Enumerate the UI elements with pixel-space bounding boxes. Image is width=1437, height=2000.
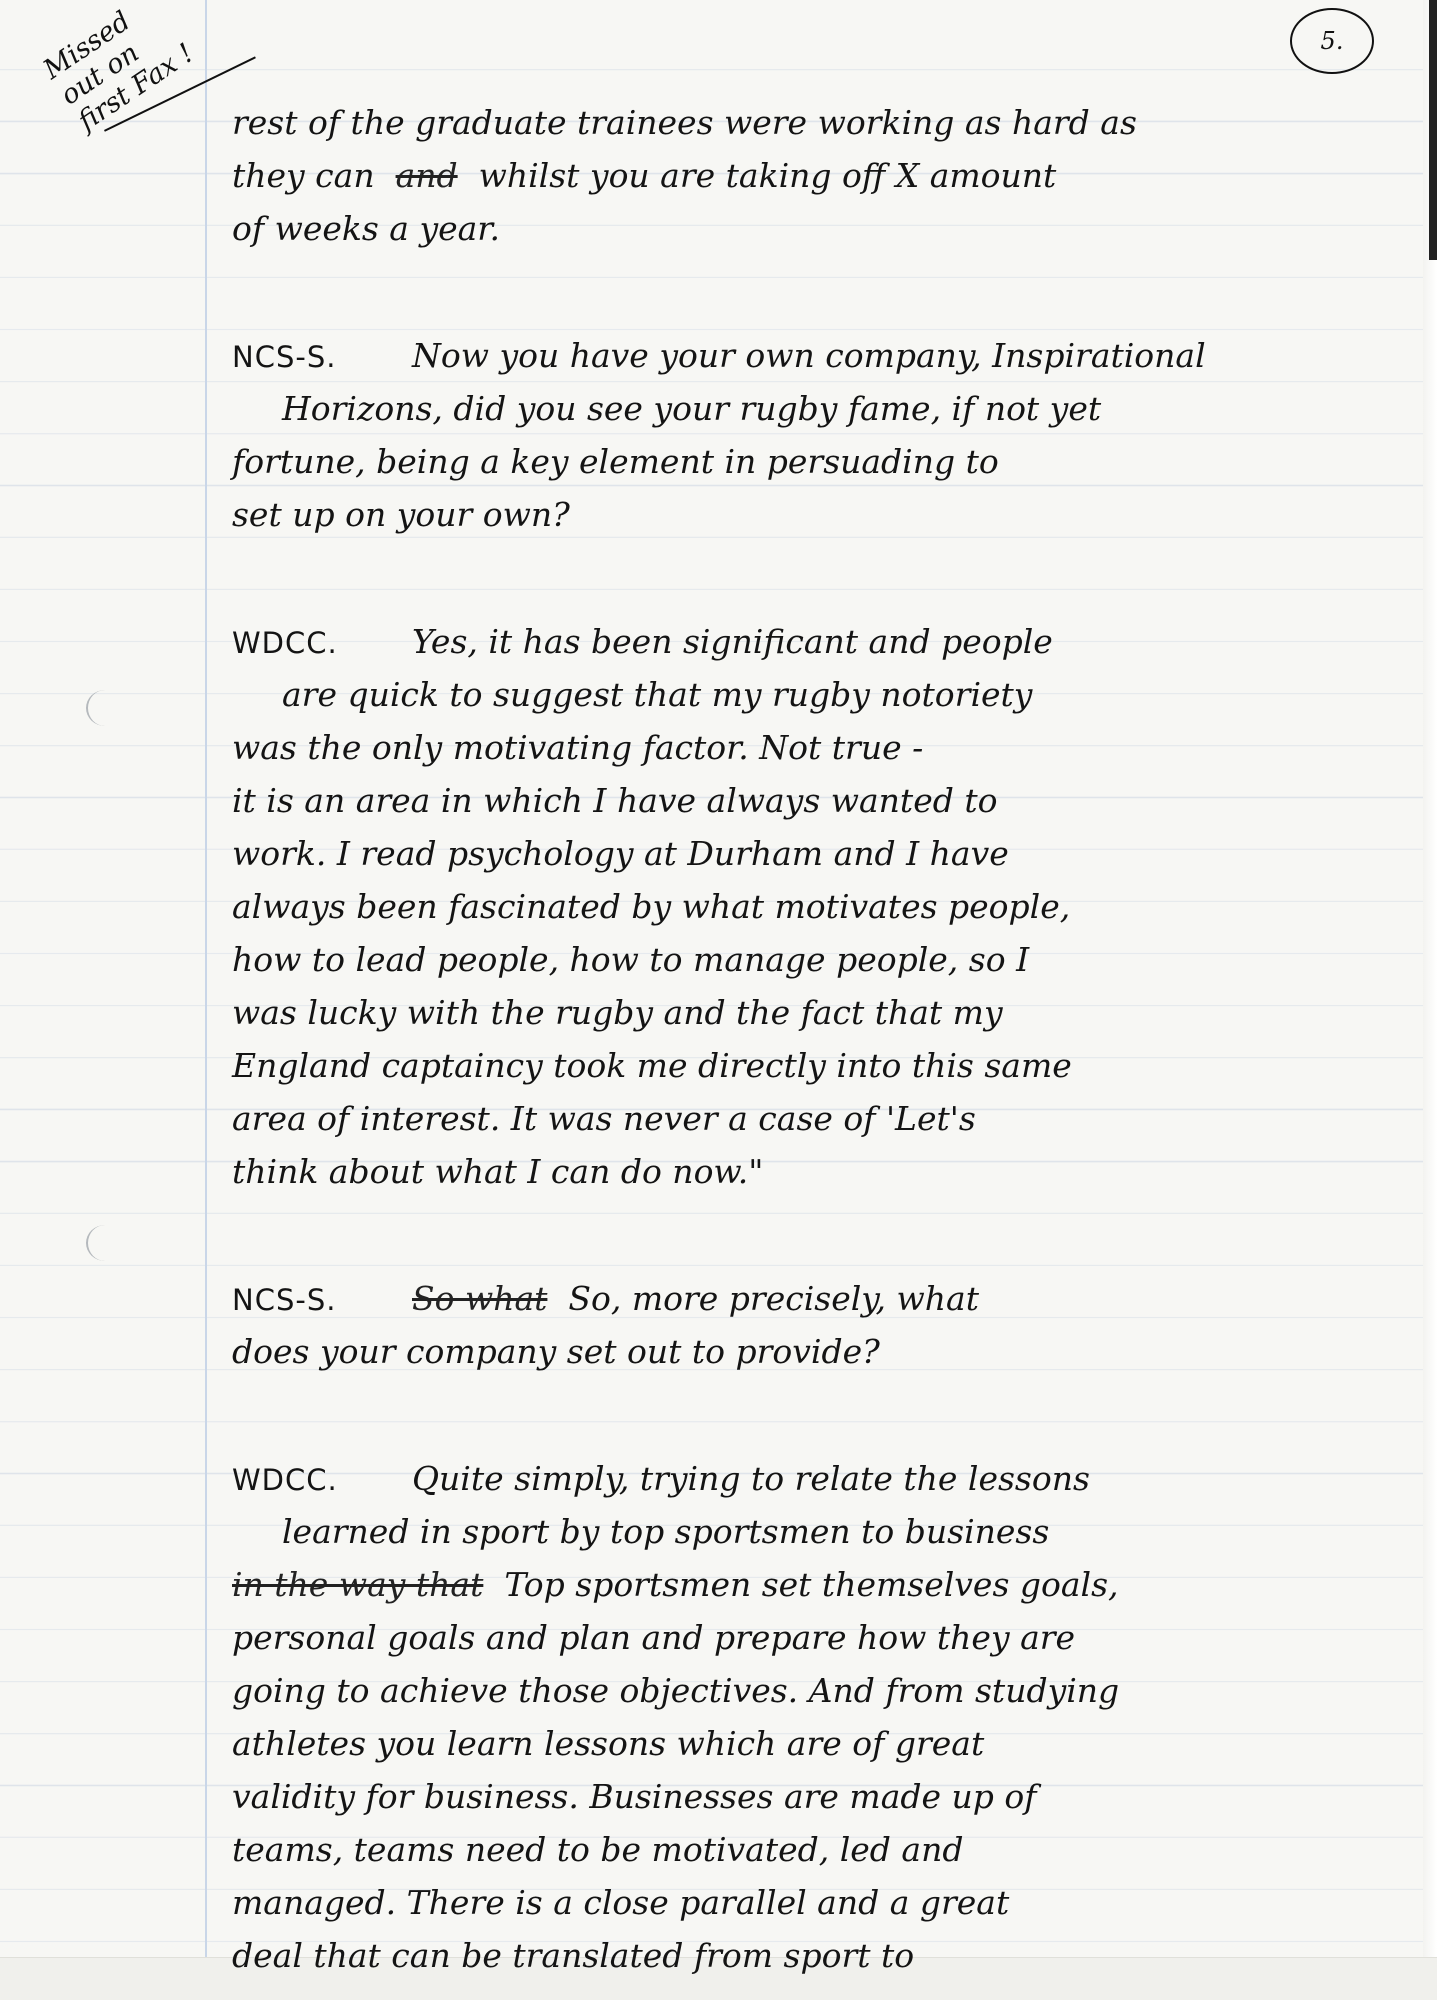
text-line: area of interest. It was never a case of 'Let's (232, 1099, 976, 1138)
paragraph-answer (232, 615, 1382, 1198)
speaker-label: NCS-S. (232, 340, 337, 374)
text-line (232, 329, 1382, 382)
transcript-body (232, 96, 1382, 1982)
text-line: set up on your own? (232, 495, 570, 534)
paragraph-question (232, 1272, 1382, 1378)
text-line-part: whilst you are taking off X amount (478, 156, 1057, 195)
scan-edge-mark (1429, 0, 1437, 260)
text-line (232, 615, 1382, 668)
text-line: going to achieve those objectives. And from studying (232, 1671, 1120, 1710)
text-line: rest of the graduate trainees were working as hard as (232, 103, 1137, 142)
text-line: fortune, being a key element in persuading to (232, 442, 999, 481)
text-line (232, 1558, 1382, 1611)
text-line: it is an area in which I have always wanted to (232, 781, 998, 820)
text-line (232, 149, 1382, 202)
text-line: how to lead people, how to manage people, so I (232, 940, 1030, 979)
text-line: deal that can be translated from sport to (232, 1936, 915, 1975)
text-line: work. I read psychology at Durham and I have (232, 834, 1009, 873)
text-line: athletes you learn lessons which are of great (232, 1724, 985, 1763)
text-line (232, 1452, 1382, 1505)
text-line-part: Top sportsmen set themselves goals, (504, 1565, 1119, 1604)
margin-line (205, 0, 207, 1960)
paragraph-answer (232, 1452, 1382, 1982)
page-right-edge (1423, 0, 1437, 2000)
text-line: think about what I can do now." (232, 1152, 764, 1191)
text-line: England captaincy took me directly into this same (232, 1046, 1072, 1085)
text-line: personal goals and plan and prepare how they are (232, 1618, 1076, 1657)
text-line: managed. There is a close parallel and a great (232, 1883, 1010, 1922)
text-line: teams, teams need to be motivated, led and (232, 1830, 964, 1869)
paragraph-question (232, 329, 1382, 541)
speaker-label: NCS-S. (232, 1283, 337, 1317)
text-line-part: Yes, it has been significant and people (412, 622, 1053, 661)
text-line (232, 1272, 1382, 1325)
text-line: of weeks a year. (232, 209, 500, 248)
text-line: are quick to suggest that my rugby notoriety (282, 675, 1033, 714)
text-line: was lucky with the rugby and the fact that my (232, 993, 1003, 1032)
punch-hole-mark (86, 690, 124, 726)
crossed-out-word: in the way that (232, 1565, 484, 1604)
text-line: Horizons, did you see your rugby fame, if not yet (282, 389, 1102, 428)
speaker-label: WDCC. (232, 1463, 338, 1497)
margin-note-text: Missed out on first Fax ! (38, 5, 200, 138)
text-line: always been fascinated by what motivates people, (232, 887, 1071, 926)
text-line-part: Now you have your own company, Inspirational (412, 336, 1206, 375)
text-line-part: Quite simply, trying to relate the lessons (412, 1459, 1090, 1498)
speaker-label: WDCC. (232, 626, 338, 660)
crossed-out-word: So what (412, 1279, 548, 1318)
text-line-part: So, more precisely, what (568, 1279, 979, 1318)
text-line-part: they can (232, 156, 375, 195)
text-line: learned in sport by top sportsmen to business (282, 1512, 1050, 1551)
margin-note (34, 5, 264, 172)
text-line: was the only motivating factor. Not true - (232, 728, 924, 767)
crossed-out-word: and (395, 156, 458, 195)
text-line: validity for business. Businesses are made up of (232, 1777, 1037, 1816)
paragraph-continuation (232, 96, 1382, 255)
page-number: 5. (1290, 8, 1374, 74)
punch-hole-mark (86, 1225, 124, 1261)
text-line: does your company set out to provide? (232, 1332, 880, 1371)
